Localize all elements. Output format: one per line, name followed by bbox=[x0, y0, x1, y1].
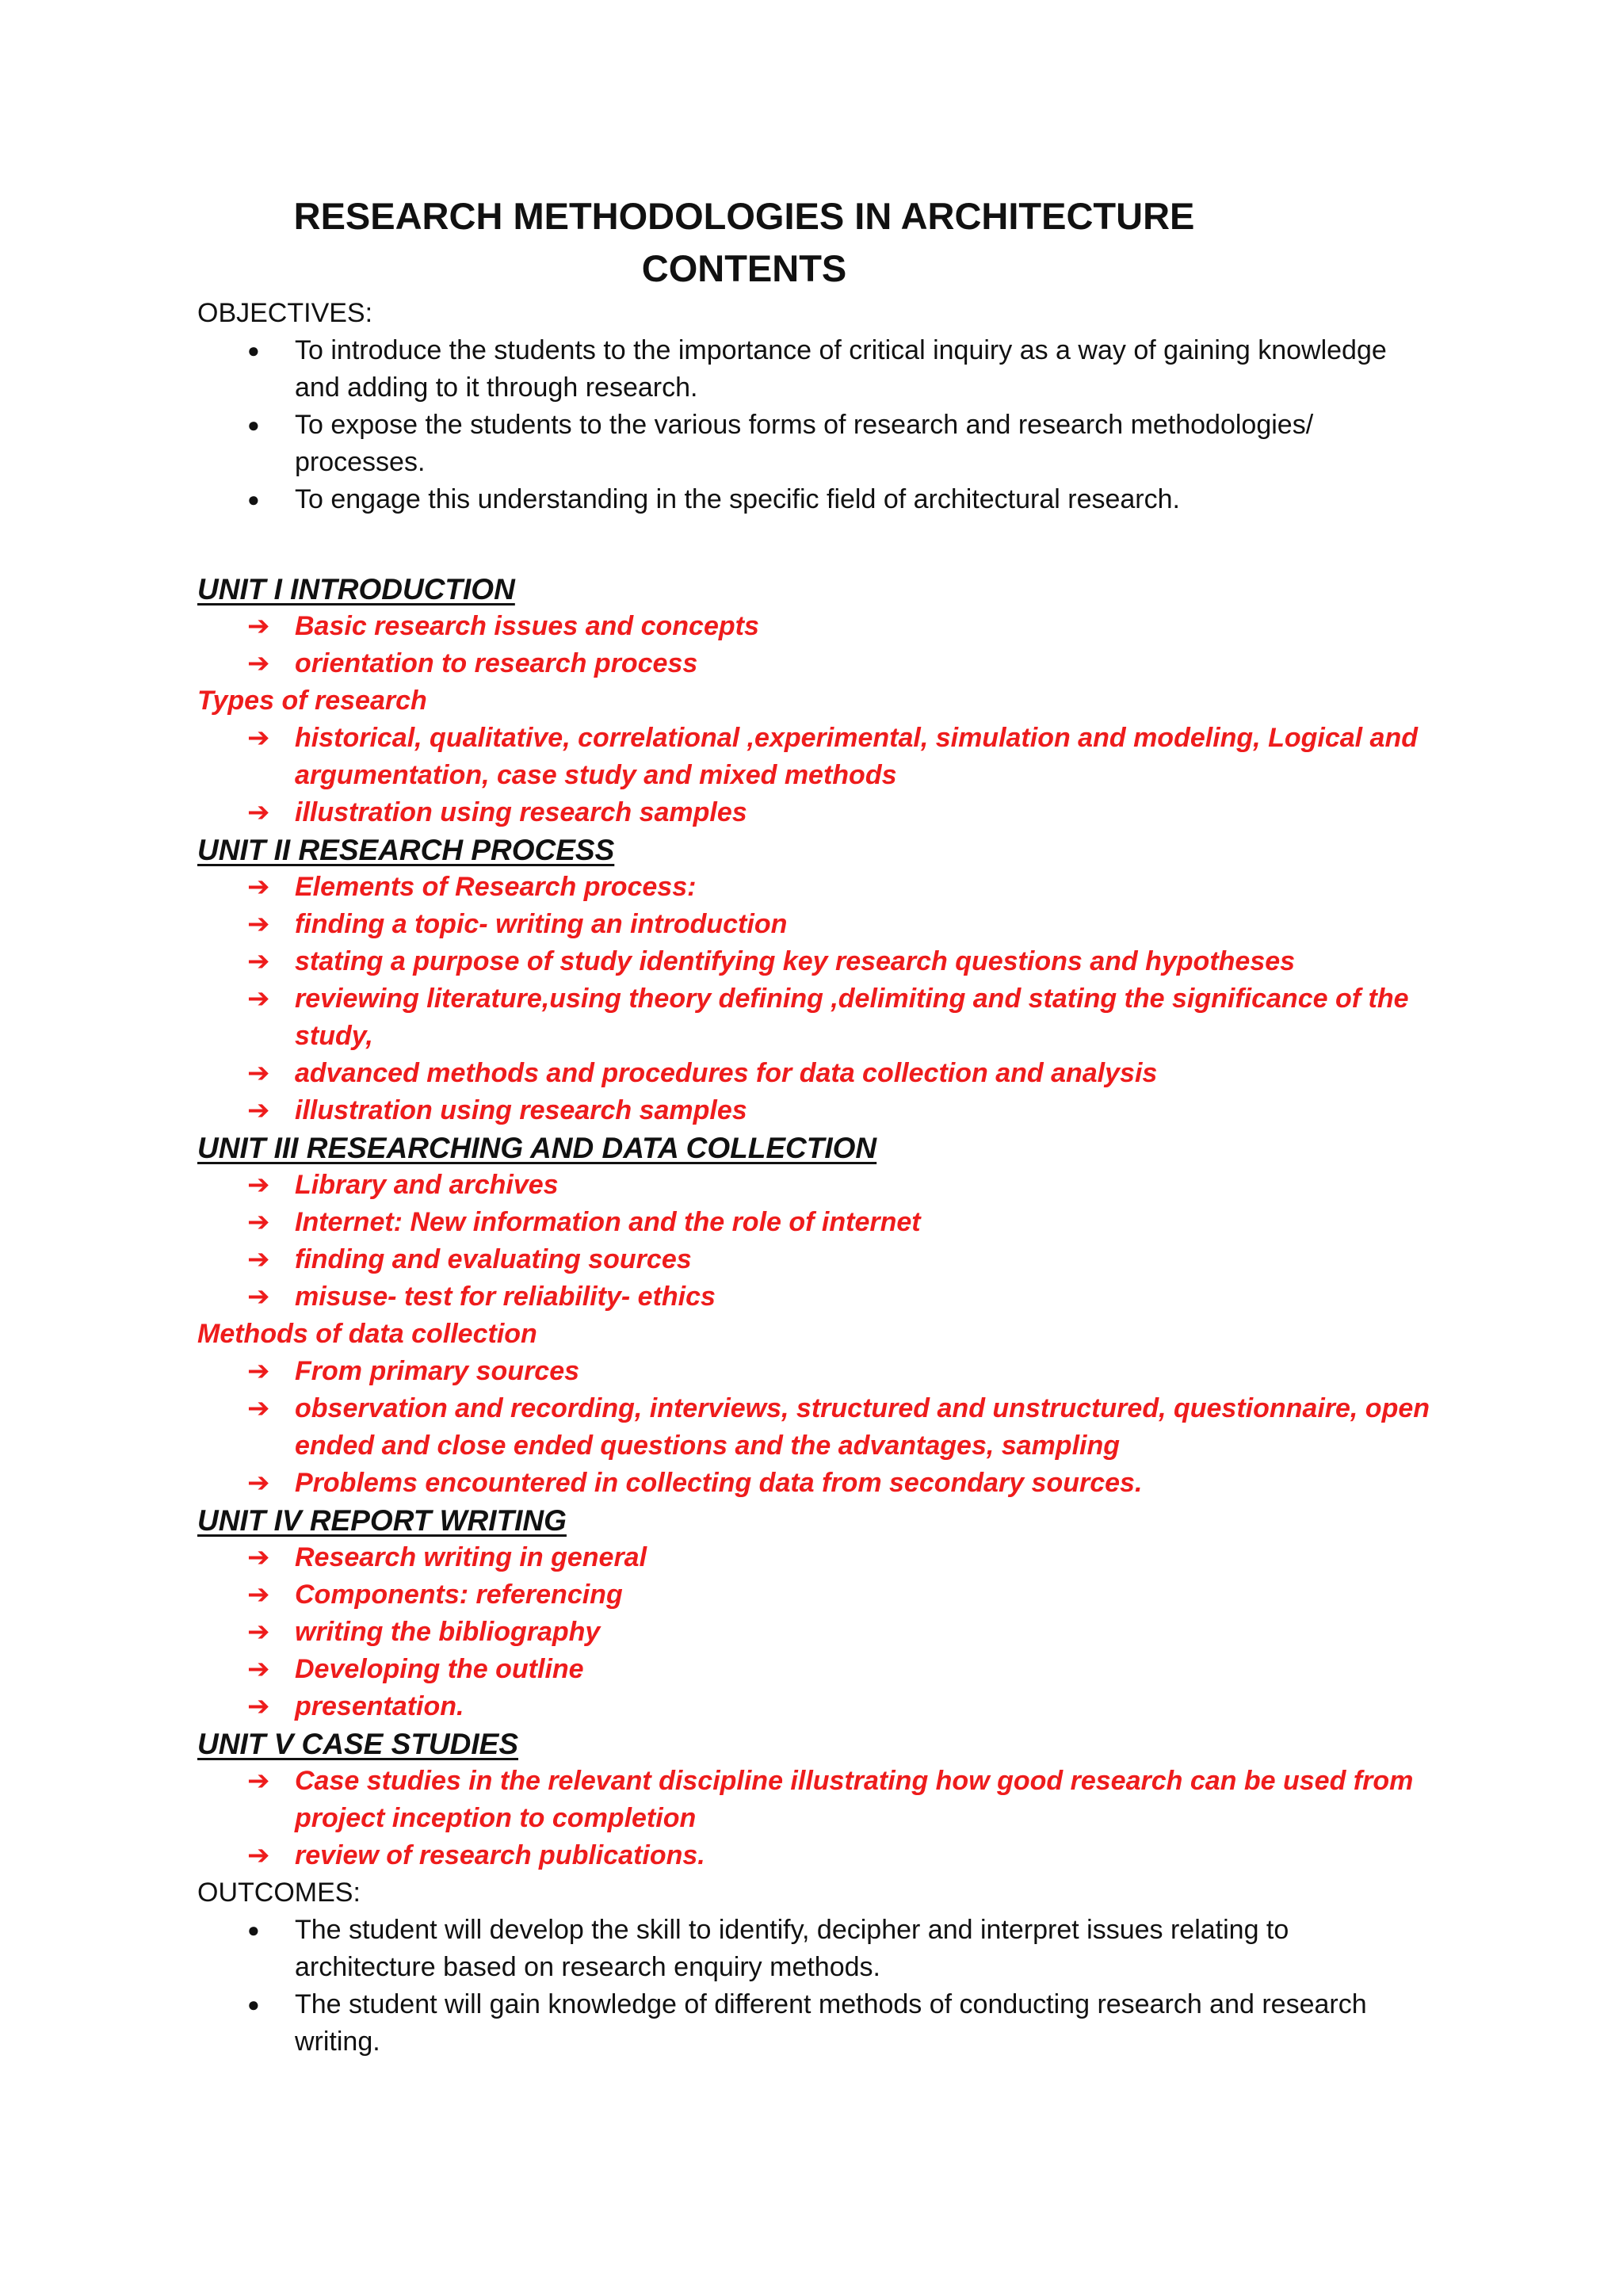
arrow-right-icon: ➔ bbox=[247, 984, 270, 1014]
topic-item: ➔ historical, qualitative, correlational ,experimental, simulation and modeling, Logical and argumentation, case study and mixed methods bbox=[197, 720, 1436, 794]
topic-item: ➔ Research writing in general bbox=[197, 1539, 1436, 1576]
topic-item: ➔ Library and archives bbox=[197, 1167, 1436, 1204]
topic-item: ➔ misuse- test for reliability- ethics bbox=[197, 1278, 1436, 1316]
unit-1-heading: UNIT I INTRODUCTION bbox=[197, 573, 515, 606]
topic-item: ➔ Elements of Research process: bbox=[197, 869, 1436, 906]
arrow-right-icon: ➔ bbox=[247, 946, 270, 976]
unit-4-section bbox=[197, 1502, 1434, 1725]
arrow-right-icon: ➔ bbox=[247, 1282, 270, 1312]
topic-item: ➔ Developing the outline bbox=[197, 1651, 1436, 1688]
topic-item: ➔ Case studies in the relevant discipline illustrating how good research can be used from project inception to completion bbox=[197, 1763, 1436, 1837]
topic-item: ➔ finding and evaluating sources bbox=[197, 1241, 1436, 1278]
arrow-right-icon: ➔ bbox=[247, 1468, 270, 1498]
arrow-right-icon: ➔ bbox=[247, 1393, 270, 1423]
topic-item: ➔ orientation to research process bbox=[197, 645, 1436, 682]
objective-item: ● To engage this understanding in the specific field of architectural research. bbox=[197, 481, 1420, 518]
unit-3-heading: UNIT III RESEARCHING AND DATA COLLECTION bbox=[197, 1132, 877, 1164]
topic-item: ➔ reviewing literature,using theory defining ,delimiting and stating the significance of the study, bbox=[197, 980, 1436, 1055]
objectives-list bbox=[197, 332, 1434, 518]
methods-of-data-collection-label: Methods of data collection bbox=[197, 1319, 537, 1349]
arrow-right-icon: ➔ bbox=[247, 1170, 270, 1200]
arrow-right-icon: ➔ bbox=[247, 1356, 270, 1386]
arrow-right-icon: ➔ bbox=[247, 1617, 270, 1647]
arrow-right-icon: ➔ bbox=[247, 648, 270, 678]
unit-3-section bbox=[197, 1129, 1434, 1502]
bullet-icon: ● bbox=[247, 1992, 260, 2016]
topic-item: ➔ illustration using research samples bbox=[197, 1092, 1436, 1129]
unit-2-section bbox=[197, 831, 1434, 1129]
unit-5-section bbox=[197, 1725, 1434, 1874]
topic-item: ➔ Basic research issues and concepts bbox=[197, 608, 1436, 645]
topic-item: ➔ writing the bibliography bbox=[197, 1614, 1436, 1651]
arrow-right-icon: ➔ bbox=[247, 1095, 270, 1125]
objectives-label: OBJECTIVES: bbox=[197, 298, 373, 328]
outcome-item: ● The student will develop the skill to identify, decipher and interpret issues relating to architecture based on research enquiry methods. bbox=[197, 1912, 1420, 1986]
arrow-right-icon: ➔ bbox=[247, 1244, 270, 1274]
arrow-right-icon: ➔ bbox=[247, 723, 270, 753]
objective-item: ● To expose the students to the various forms of research and research methodologies/ processes. bbox=[197, 407, 1420, 481]
unit-4-heading: UNIT IV REPORT WRITING bbox=[197, 1504, 567, 1537]
arrow-right-icon: ➔ bbox=[247, 1766, 270, 1796]
arrow-right-icon: ➔ bbox=[247, 797, 270, 827]
arrow-right-icon: ➔ bbox=[247, 872, 270, 902]
unit-1-list bbox=[197, 608, 1434, 682]
topic-item: ➔ From primary sources bbox=[197, 1353, 1436, 1390]
arrow-right-icon: ➔ bbox=[247, 909, 270, 939]
topic-item: ➔ Problems encountered in collecting data from secondary sources. bbox=[197, 1465, 1436, 1502]
unit-4-list bbox=[197, 1539, 1434, 1725]
unit-3-list bbox=[197, 1167, 1434, 1316]
bullet-icon: ● bbox=[247, 413, 260, 437]
arrow-right-icon: ➔ bbox=[247, 1580, 270, 1610]
types-of-research-label: Types of research bbox=[197, 686, 427, 716]
unit-5-list bbox=[197, 1763, 1434, 1874]
methods-of-data-collection-list bbox=[197, 1353, 1434, 1502]
arrow-right-icon: ➔ bbox=[247, 1058, 270, 1088]
topic-item: ➔ Internet: New information and the role of internet bbox=[197, 1204, 1436, 1241]
topic-item: ➔ advanced methods and procedures for data collection and analysis bbox=[197, 1055, 1436, 1092]
outcomes-label: OUTCOMES: bbox=[197, 1878, 361, 1908]
arrow-right-icon: ➔ bbox=[247, 611, 270, 641]
document-page bbox=[197, 190, 1434, 2061]
objective-item: ● To introduce the students to the importance of critical inquiry as a way of gaining knowledge and adding to it through research. bbox=[197, 332, 1420, 407]
types-of-research-list bbox=[197, 720, 1434, 831]
unit-2-heading: UNIT II RESEARCH PROCESS bbox=[197, 834, 615, 866]
arrow-right-icon: ➔ bbox=[247, 1542, 270, 1572]
topic-item: ➔ stating a purpose of study identifying key research questions and hypotheses bbox=[197, 943, 1436, 980]
arrow-right-icon: ➔ bbox=[247, 1654, 270, 1684]
unit-2-list bbox=[197, 869, 1434, 1129]
outcomes-list bbox=[197, 1912, 1434, 2061]
unit-5-heading: UNIT V CASE STUDIES bbox=[197, 1728, 518, 1760]
document-title: RESEARCH METHODOLOGIES IN ARCHITECTURE bbox=[293, 195, 1195, 237]
bullet-icon: ● bbox=[247, 1918, 260, 1942]
topic-item: ➔ Components: referencing bbox=[197, 1576, 1436, 1614]
topic-item: ➔ review of research publications. bbox=[197, 1837, 1436, 1874]
arrow-right-icon: ➔ bbox=[247, 1840, 270, 1870]
arrow-right-icon: ➔ bbox=[247, 1691, 270, 1721]
topic-item: ➔ illustration using research samples bbox=[197, 794, 1436, 831]
bullet-icon: ● bbox=[247, 338, 260, 362]
topic-item: ➔ finding a topic- writing an introduction bbox=[197, 906, 1436, 943]
bullet-icon: ● bbox=[247, 487, 260, 511]
topic-item: ➔ presentation. bbox=[197, 1688, 1436, 1725]
outcome-item: ● The student will gain knowledge of different methods of conducting research and research writing. bbox=[197, 1986, 1420, 2061]
arrow-right-icon: ➔ bbox=[247, 1207, 270, 1237]
unit-1-section bbox=[197, 571, 1434, 831]
document-subtitle: CONTENTS bbox=[641, 247, 847, 289]
topic-item: ➔ observation and recording, interviews, structured and unstructured, questionnaire, open ended and close ended questions and the advantages, sampling bbox=[197, 1390, 1436, 1465]
